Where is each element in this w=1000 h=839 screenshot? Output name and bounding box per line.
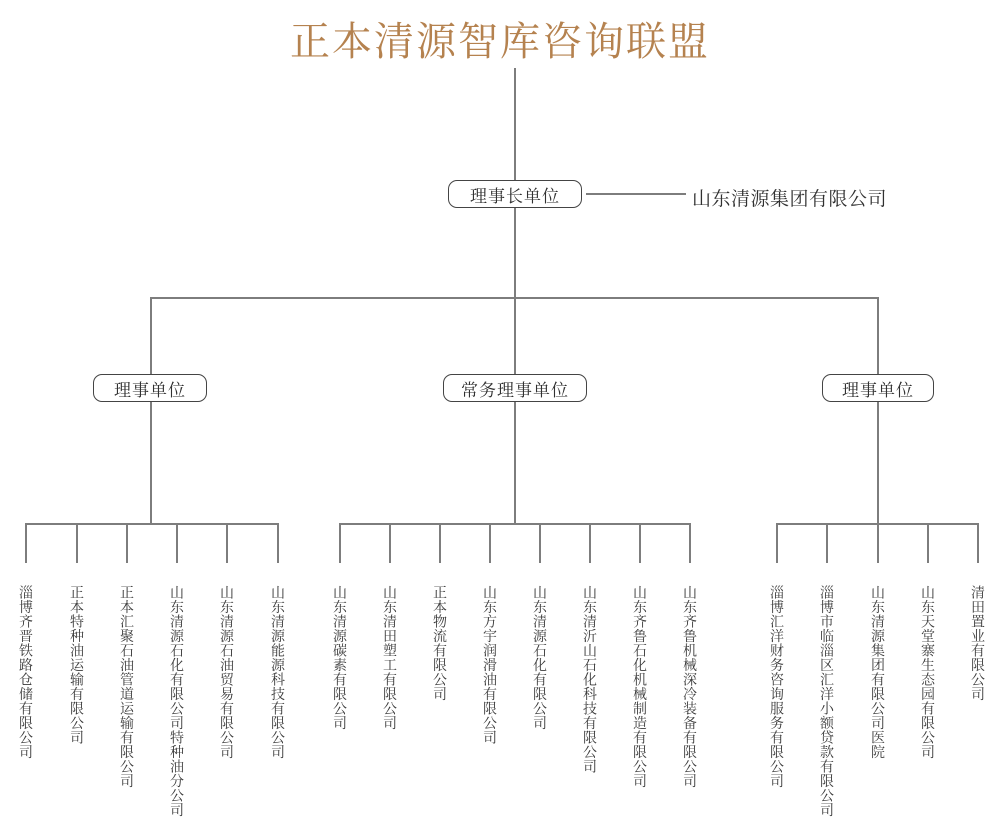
member-label: 山东清源能源科技有限公司	[270, 585, 286, 759]
branch-box-left-label: 理事单位	[114, 380, 186, 400]
member-label: 山东齐鲁机械深冷装备有限公司	[682, 585, 698, 788]
member-tick	[826, 523, 828, 563]
member-column	[632, 523, 648, 788]
member-label: 清田置业有限公司	[970, 585, 986, 701]
member-label: 山东清沂山石化科技有限公司	[582, 585, 598, 774]
member-tick	[25, 523, 27, 563]
member-column	[69, 523, 85, 745]
member-tick	[776, 523, 778, 563]
member-label: 淄博汇洋财务咨询服务有限公司	[769, 585, 785, 788]
connector-chairman-down	[514, 208, 516, 298]
member-tick	[389, 523, 391, 563]
member-column	[970, 523, 986, 701]
branch-box-left	[93, 374, 207, 402]
member-column	[382, 523, 398, 730]
member-tick	[226, 523, 228, 563]
member-tick	[927, 523, 929, 563]
member-tick	[126, 523, 128, 563]
member-label: 山东清源碳素有限公司	[332, 585, 348, 730]
member-label: 山东天堂寨生态园有限公司	[920, 585, 936, 759]
member-column	[870, 523, 886, 759]
member-column	[582, 523, 598, 774]
member-tick	[277, 523, 279, 563]
member-column	[682, 523, 698, 788]
member-column	[819, 523, 835, 817]
branch-box-center-label: 常务理事单位	[461, 380, 569, 400]
member-column	[119, 523, 135, 788]
member-column	[920, 523, 936, 759]
drop-center-group	[514, 402, 516, 524]
member-column	[769, 523, 785, 788]
member-tick	[176, 523, 178, 563]
member-label: 山东清源石油贸易有限公司	[219, 585, 235, 759]
member-column	[432, 523, 448, 701]
branch-box-right	[822, 374, 934, 402]
member-tick	[639, 523, 641, 563]
connector-chairman-to-company	[586, 193, 686, 195]
chairman-box	[448, 180, 582, 208]
member-label: 山东清源石化有限公司特种油分公司	[169, 585, 185, 817]
member-label: 山东清源集团有限公司医院	[870, 585, 886, 759]
member-column	[532, 523, 548, 730]
member-tick	[589, 523, 591, 563]
member-tick	[689, 523, 691, 563]
member-label: 淄博齐晋铁路仓储有限公司	[18, 585, 34, 759]
connector-title-to-chairman	[514, 68, 516, 180]
drop-right-group	[877, 402, 879, 524]
member-label: 山东方宇润滑油有限公司	[482, 585, 498, 745]
rail-left-group	[25, 523, 279, 525]
chart-title: 正本清源智库咨询联盟	[290, 20, 710, 64]
member-label: 正本汇聚石油管道运输有限公司	[119, 585, 135, 788]
member-tick	[977, 523, 979, 563]
drop-branch-right	[877, 297, 879, 374]
member-label: 淄博市临淄区汇洋小额贷款有限公司	[819, 585, 835, 817]
member-label: 正本特种油运输有限公司	[69, 585, 85, 745]
branch-box-right-label: 理事单位	[842, 380, 914, 400]
member-tick	[76, 523, 78, 563]
member-label: 山东清田塑工有限公司	[382, 585, 398, 730]
member-tick	[439, 523, 441, 563]
member-column	[482, 523, 498, 745]
member-column	[18, 523, 34, 759]
drop-branch-center	[514, 297, 516, 374]
member-label: 山东齐鲁石化机械制造有限公司	[632, 585, 648, 788]
member-column	[219, 523, 235, 759]
member-column	[332, 523, 348, 730]
branch-box-center	[443, 374, 587, 402]
member-column	[169, 523, 185, 817]
member-tick	[339, 523, 341, 563]
member-tick	[877, 523, 879, 563]
chairman-company-name: 山东清源集团有限公司	[692, 189, 888, 210]
drop-branch-left	[150, 297, 152, 374]
member-tick	[489, 523, 491, 563]
member-label: 山东清源石化有限公司	[532, 585, 548, 730]
drop-left-group	[150, 402, 152, 524]
member-column	[270, 523, 286, 759]
member-tick	[539, 523, 541, 563]
member-label: 正本物流有限公司	[432, 585, 448, 701]
chairman-box-label: 理事长单位	[470, 186, 560, 206]
